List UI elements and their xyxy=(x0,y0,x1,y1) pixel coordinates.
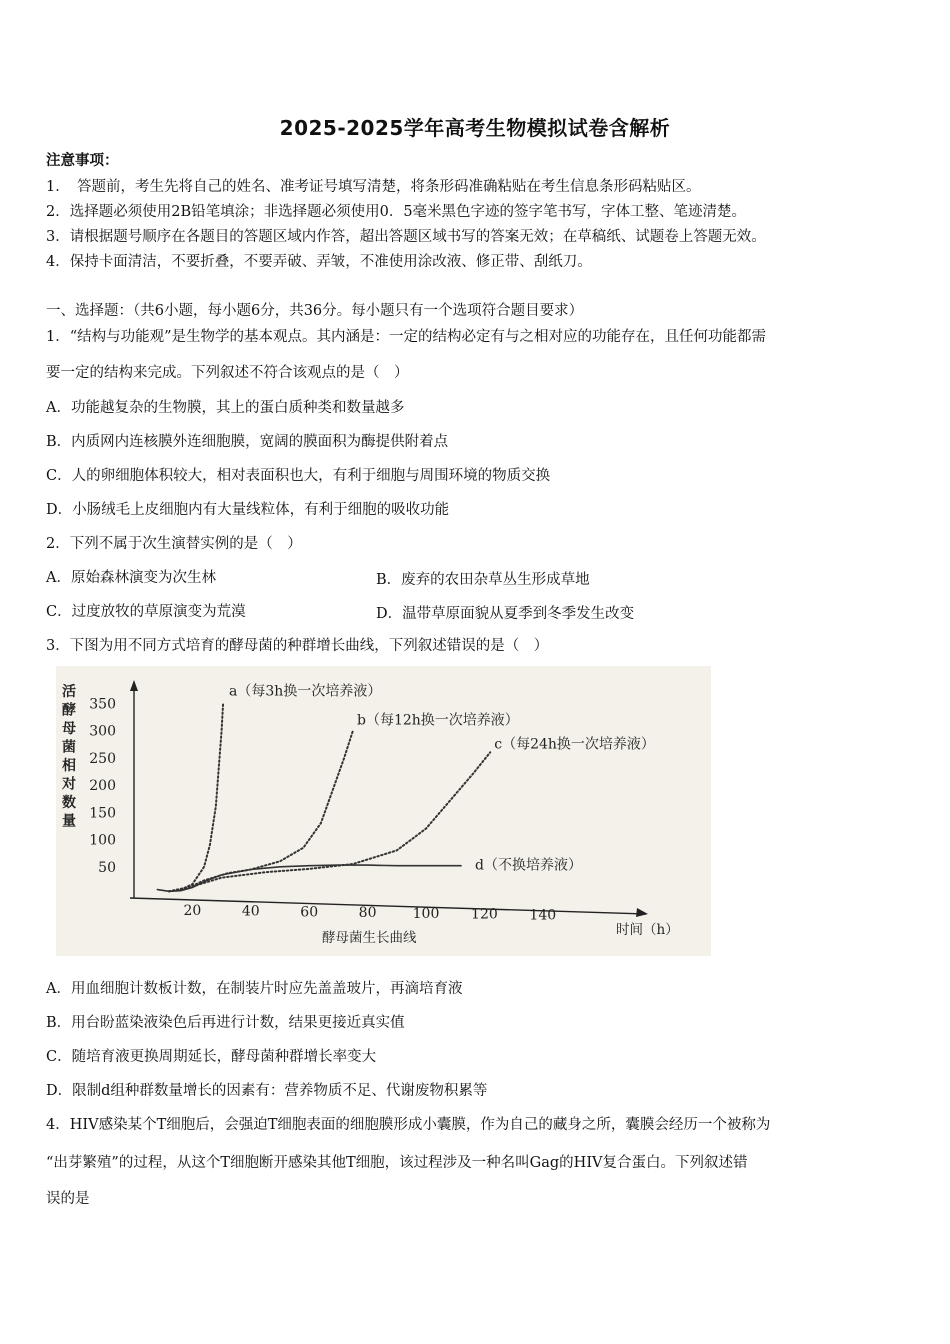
y-axis-label-char: 活 xyxy=(62,684,76,700)
x-axis xyxy=(130,898,646,914)
notice-item: 3．请根据题号顺序在各题目的答题区域内作答，超出答题区域书写的答案无效；在草稿纸、试题卷上答题无效。 xyxy=(46,229,766,245)
y-axis-label-char: 母 xyxy=(62,721,76,737)
y-tick-label: 200 xyxy=(89,778,116,794)
x-axis-label: 时间（h） xyxy=(616,922,679,938)
q2-stem: 2．下列不属于次生演替实例的是（ ） xyxy=(46,536,302,552)
series-line xyxy=(169,703,223,891)
notice-item: 1． 答题前，考生先将自己的姓名、准考证号填写清楚，将条形码准确粘贴在考生信息条形码粘贴区。 xyxy=(46,179,701,195)
q3-option-c: C．随培育液更换周期延长，酵母菌种群增长率变大 xyxy=(46,1049,377,1065)
q1-option-a: A．功能越复杂的生物膜，其上的蛋白质种类和数量越多 xyxy=(46,400,405,416)
x-axis-arrow xyxy=(636,908,648,917)
q3-option-a: A．用血细胞计数板计数，在制装片时应先盖盖玻片，再滴培育液 xyxy=(46,981,463,997)
series-label: b（每12h换一次培养液） xyxy=(357,712,519,729)
q1-option-d: D．小肠绒毛上皮细胞内有大量线粒体，有利于细胞的吸收功能 xyxy=(46,502,450,518)
q4-stem: “出芽繁殖”的过程，从这个T细胞断开感染其他T细胞，该过程涉及一种名叫Gag的HIV复合蛋白。下列叙述错 xyxy=(46,1155,748,1171)
notice-item: 4．保持卡面清洁，不要折叠，不要弄破、弄皱，不准使用涂改液、修正带、刮纸刀。 xyxy=(46,254,592,270)
q4-stem: 误的是 xyxy=(46,1191,90,1207)
growth-chart xyxy=(56,666,711,956)
y-tick-label: 300 xyxy=(89,723,116,740)
q3-option-d: D．限制d组种群数量增长的因素有：营养物质不足、代谢废物积累等 xyxy=(46,1083,488,1099)
y-axis-label xyxy=(61,683,76,830)
x-tick-label: 20 xyxy=(183,902,202,919)
series-label: c（每24h换一次培养液） xyxy=(494,736,655,753)
chart-title: 酵母菌生长曲线 xyxy=(322,930,417,946)
q2-option-d: D．温带草原面貌从夏季到冬季发生改变 xyxy=(376,606,635,622)
y-tick-label: 50 xyxy=(98,859,116,876)
series-line xyxy=(169,752,490,891)
x-tick-label: 120 xyxy=(471,906,498,923)
y-tick-label: 250 xyxy=(89,750,116,767)
x-tick-label: 140 xyxy=(529,907,557,924)
q1-stem: 要一定的结构来完成。下列叙述不符合该观点的是（ ） xyxy=(46,365,409,381)
notice-heading: 注意事项： xyxy=(46,152,119,169)
y-axis-label-char: 量 xyxy=(62,813,76,830)
q2-option-b: B．废弃的农田杂草丛生形成草地 xyxy=(376,572,590,588)
q3-stem: 3．下图为用不同方式培育的酵母菌的种群增长曲线，下列叙述错误的是（ ） xyxy=(46,638,549,654)
page-title: 2025-2025学年高考生物模拟试卷含解析 xyxy=(279,116,671,140)
notice-item: 2．选择题必须使用2B铅笔填涂；非选择题必须使用0．5毫米黑色字迹的签字笔书写，字体工整、笔迹清楚。 xyxy=(46,204,747,220)
x-tick-label: 80 xyxy=(358,905,377,921)
q1-option-c: C．人的卵细胞体积较大，相对表面积也大，有利于细胞与周围环境的物质交换 xyxy=(46,468,551,484)
x-tick-label: 40 xyxy=(241,903,260,920)
q1-option-b: B．内质网内连核膜外连细胞膜，宽阔的膜面积为酶提供附着点 xyxy=(46,434,449,450)
series-line xyxy=(169,731,353,892)
q4-stem: 4．HIV感染某个T细胞后，会强迫T细胞表面的细胞膜形成小囊膜，作为自己的藏身之所，囊膜会经历一个被称为 xyxy=(46,1117,771,1133)
x-tick-label: 100 xyxy=(412,905,440,922)
y-tick-label: 100 xyxy=(89,832,116,849)
y-tick-label: 350 xyxy=(89,696,116,713)
y-axis-arrow xyxy=(130,680,138,691)
y-axis-label-char: 相 xyxy=(62,758,76,774)
x-tick-label: 60 xyxy=(300,904,319,921)
y-axis-label-char: 菌 xyxy=(62,739,76,756)
section-heading: 一、选择题：（共6小题，每小题6分，共36分。每小题只有一个选项符合题目要求） xyxy=(46,303,584,319)
y-tick-label: 150 xyxy=(89,805,116,822)
y-axis-label-char: 数 xyxy=(62,795,76,811)
q2-option-a: A．原始森林演变为次生林 xyxy=(46,570,216,586)
q3-option-b: B．用台盼蓝染液染色后再进行计数，结果更接近真实值 xyxy=(46,1015,405,1031)
y-axis-label-char: 对 xyxy=(62,776,76,793)
growth-chart-svg xyxy=(56,666,711,956)
series-label: a（每3h换一次培养液） xyxy=(229,683,382,700)
q1-stem: 1．“结构与功能观”是生物学的基本观点。其内涵是：一定的结构必定有与之相对应的功能存在，且任何功能都需 xyxy=(46,329,767,345)
y-axis-label-char: 酵 xyxy=(62,702,76,719)
q2-option-c: C．过度放牧的草原演变为荒漠 xyxy=(46,604,246,620)
series-label: d（不换培养液） xyxy=(475,857,583,874)
